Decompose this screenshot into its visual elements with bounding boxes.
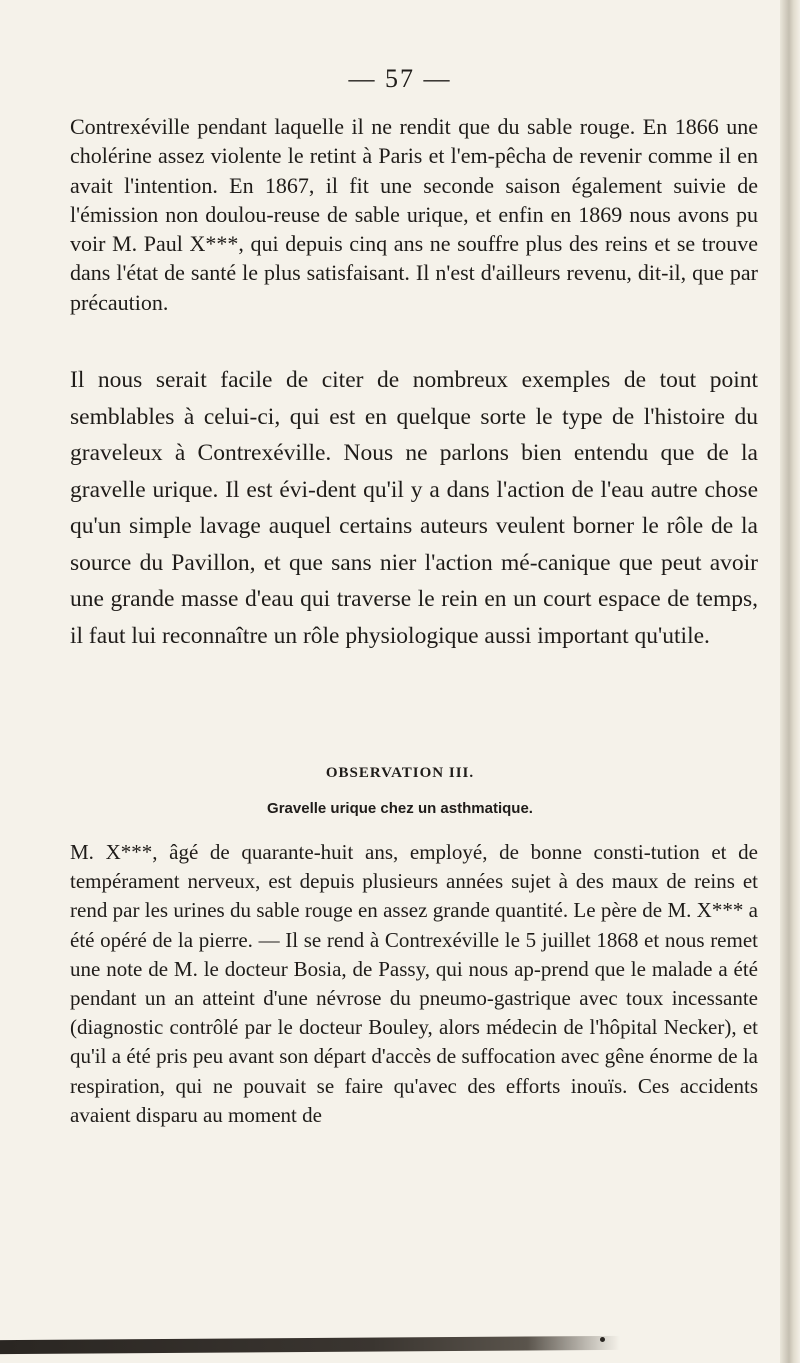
page-edge-shadow	[780, 0, 800, 1363]
paragraph-1: Contrexéville pendant laquelle il ne rendit que du sable rouge. En 1866 une cholérine assez violente le retint à Paris et l'em-pêcha de revenir comme il en avait l'intention. En 1867, il fit une seconde saison également suivie de l'émission non doulou-reuse de sable urique, et enfin en 1869 nous avons pu voir M. Paul X***, qui depuis cinq ans ne souffre plus des reins et se trouve dans l'état de santé le plus satisfaisant. Il n'est d'ailleurs revenu, dit-il, que par précaution.	[70, 114, 758, 315]
observation-title: OBSERVATION III.	[325, 765, 475, 781]
observation-subtitle: Gravelle urique chez un asthmatique.	[267, 800, 533, 817]
page-number: — 57 —	[348, 64, 452, 93]
scan-bottom-band	[0, 1336, 620, 1354]
paragraph-3: M. X***, âgé de quarante-huit ans, employé, de bonne consti-tution et de tempérament nerveux, est depuis plusieurs années sujet à des maux de reins et rend par les urines du sable rouge en assez grande quantité. Le père de M. X*** a été opéré de la pierre. — Il se rend à Contrexéville le 5 juillet 1868 et nous remet une note de M. le docteur Bosia, de Passy, qui nous ap-prend que le malade a été pendant un an atteint d'une névrose du pneumo-gastrique avec toux incessante (diagnostic contrôlé par le docteur Bouley, alors médecin de l'hôpital Necker), et qu'il a été pris peu avant son départ d'accès de suffocation avec gêne énorme de la respiration, qui ne pouvait se faire qu'avec des efforts inouïs. Ces accidents avaient disparu au moment de	[70, 840, 758, 1127]
paragraph-2: Il nous serait facile de citer de nombreux exemples de tout point semblables à celui-ci, qui est en quelque sorte le type de l'histoire du graveleux à Contrexéville. Nous ne parlons bien entendu que de la gravelle urique. Il est évi-dent qu'il y a dans l'action de l'eau autre chose qu'un simple lavage auquel certains auteurs veulent borner le rôle de la source du Pavillon, et que sans nier l'action mé-canique que peut avoir une grande masse d'eau qui traverse le rein en un court espace de temps, il faut lui reconnaître un rôle physiologique aussi important qu'utile.	[70, 367, 758, 649]
scan-speck	[600, 1337, 605, 1342]
